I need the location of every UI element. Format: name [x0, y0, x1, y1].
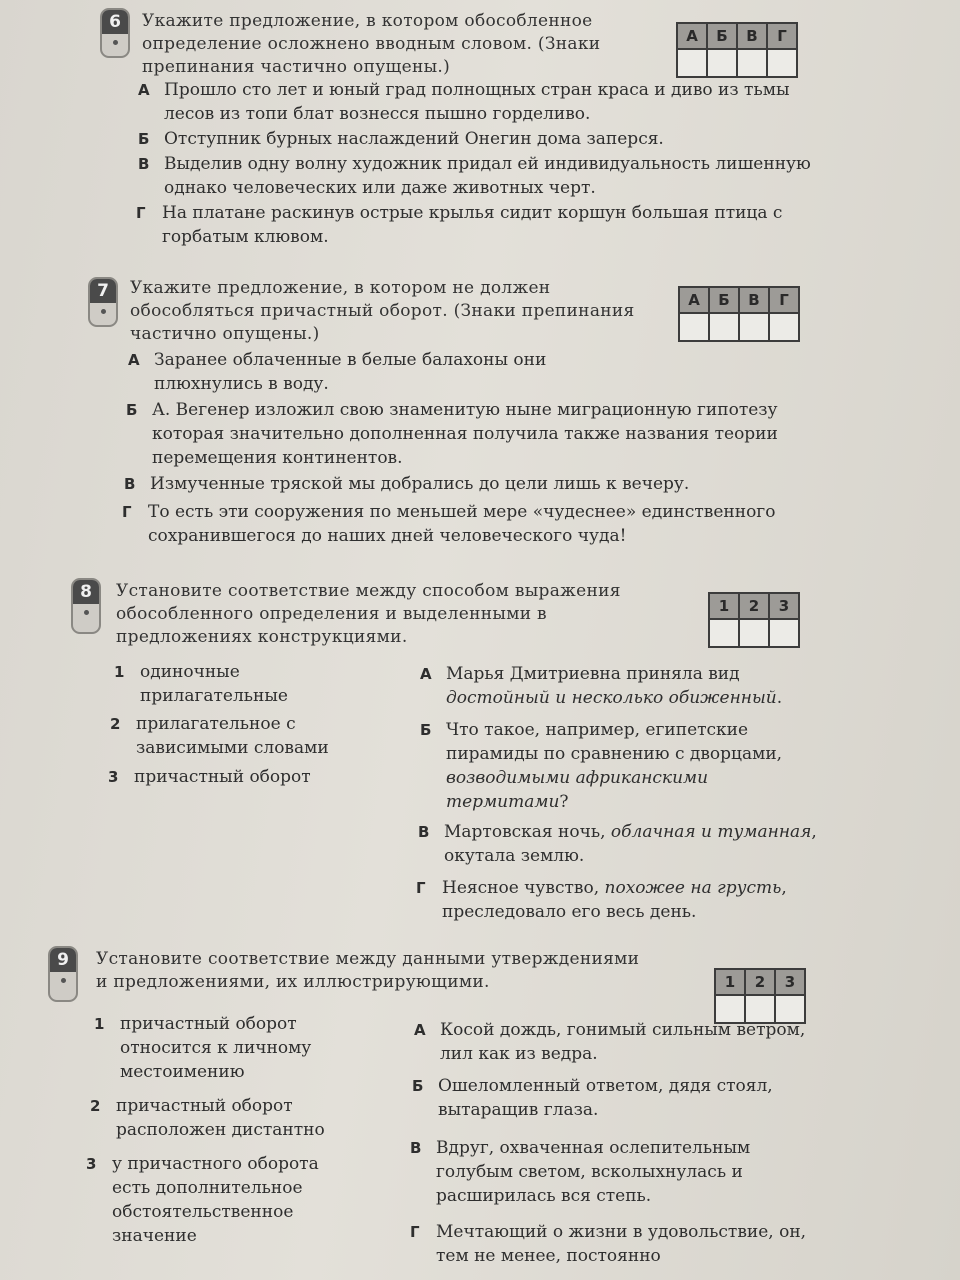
answer-header: Б: [707, 23, 737, 49]
option-d: [136, 201, 812, 249]
sentence-text: Вдруг, охваченная ослепительным голубым светом, всколыхнулась и расширилась вся степь.: [436, 1138, 751, 1206]
sentence-letter: Г: [410, 1223, 420, 1241]
answer-cell[interactable]: [769, 619, 799, 647]
answer-grid: [678, 286, 800, 342]
answer-header: Г: [769, 287, 799, 313]
option-letter: Г: [122, 503, 132, 521]
answer-cell[interactable]: [709, 619, 739, 647]
option-letter: В: [138, 155, 150, 173]
option-c: [138, 152, 814, 200]
answer-cell[interactable]: [709, 313, 739, 341]
statement-number: 3: [86, 1155, 97, 1173]
sentence-d: [410, 1220, 828, 1268]
task-number: 8: [73, 580, 99, 604]
sentence-b: [420, 718, 821, 814]
statement-2: [90, 1094, 366, 1142]
highlighted-construction: похожее на грусть: [604, 878, 782, 898]
task-number-badge: [88, 277, 118, 327]
option-text: А. Вегенер изложил свою знаменитую ныне миграционную гипотезу которая значительно дополненная получила также названия теории перемещения континентов.: [152, 400, 778, 468]
task-question: Укажите предложение, в котором не должен обособляться причастный оборот. (Знаки препинания частично опущены.): [130, 278, 635, 344]
task-question: Установите соответствие между способом выражения обособленного определения и выделенными в предложениях конструкциями.: [116, 581, 621, 647]
option-letter: Б: [138, 130, 150, 148]
task-number: 6: [102, 10, 128, 34]
statement-number: 2: [110, 715, 121, 733]
answer-header: 1: [715, 969, 745, 995]
highlighted-construction: достойный и несколько обиженный: [446, 688, 777, 708]
sentence-letter: Г: [416, 879, 426, 897]
highlighted-construction: облачная и туманная: [610, 822, 812, 842]
statement-text: прилагательное с зависимыми словами: [136, 714, 329, 758]
sentence-letter: А: [414, 1021, 426, 1039]
answer-header: Г: [767, 23, 797, 49]
answer-cell[interactable]: [707, 49, 737, 77]
sentence-text: Мартовская ночь,: [444, 822, 611, 842]
option-c: [124, 472, 815, 496]
sentence-text: Мечтающий о жизни в удовольствие, он, тем не менее, постоянно: [436, 1222, 807, 1266]
option-letter: А: [128, 351, 140, 369]
option-a: [128, 348, 654, 396]
sentence-text: Ошеломленный ответом, дядя стоял, вытаращив глаза.: [438, 1076, 773, 1120]
task-number: 7: [90, 279, 116, 303]
option-letter: В: [124, 475, 136, 493]
statement-3: [86, 1152, 362, 1248]
badge-dot-icon: [113, 40, 118, 45]
sentence-letter: Б: [412, 1077, 424, 1095]
answer-cell[interactable]: [739, 619, 769, 647]
answer-cell[interactable]: [679, 313, 709, 341]
option-letter: Б: [126, 401, 138, 419]
statement-1: [94, 1012, 370, 1084]
answer-cell[interactable]: [769, 313, 799, 341]
answer-grid: [708, 592, 800, 648]
answer-cell[interactable]: [739, 313, 769, 341]
sentence-text: Марья Дмитриевна приняла вид: [446, 664, 740, 684]
sentence-end: ?: [559, 792, 569, 812]
option-text: Отступник бурных наслаждений Онегин дома заперся.: [164, 129, 664, 149]
statement-number: 1: [114, 663, 125, 681]
sentence-a: [420, 662, 821, 710]
answer-cell[interactable]: [767, 49, 797, 77]
answer-header: 3: [775, 969, 805, 995]
task-number-badge: [71, 578, 101, 634]
sentence-end: , преследовало его весь день.: [442, 878, 787, 922]
sentence-a: [414, 1018, 825, 1066]
answer-header: 1: [709, 593, 739, 619]
answer-header: А: [677, 23, 707, 49]
statement-3: [108, 765, 374, 789]
sentence-letter: Б: [420, 721, 432, 739]
sentence-b: [412, 1074, 826, 1122]
option-letter: А: [138, 81, 150, 99]
task-question: Укажите предложение, в котором обособленное определение осложнено вводным словом. (Знаки препинания частично опущены.): [142, 11, 601, 77]
statement-text: причастный оборот: [134, 767, 311, 787]
answer-header: В: [739, 287, 769, 313]
statement-1: [114, 660, 360, 708]
answer-grid: [714, 968, 806, 1024]
option-text: Выделив одну волну художник придал ей индивидуальность лишенную однако человеческих или даже животных черт.: [164, 154, 811, 198]
badge-dot-icon: [61, 978, 66, 983]
option-b: [138, 127, 814, 151]
option-text: На платане раскинув острые крылья сидит коршун большая птица с горбатым клювом.: [162, 203, 783, 247]
answer-cell[interactable]: [737, 49, 767, 77]
task-number: 9: [50, 948, 76, 972]
sentence-letter: В: [418, 823, 430, 841]
sentence-letter: А: [420, 665, 432, 683]
task-question: Установите соответствие между данными утверждениями и предложениями, их иллюстрирующими.: [96, 949, 640, 992]
statement-text: у причастного оборота есть дополнительное обстоятельственное значение: [112, 1154, 319, 1246]
option-a: [138, 78, 814, 126]
option-text: Прошло сто лет и юный град полнощных стран краса и диво из тьмы лесов из топи блат вознесся пышно горделиво.: [164, 80, 790, 124]
sentence-text: Неясное чувство,: [442, 878, 605, 898]
answer-header: 2: [739, 593, 769, 619]
sentence-letter: В: [410, 1139, 422, 1157]
option-letter: Г: [136, 204, 146, 222]
sentence-c: [418, 820, 819, 868]
option-text: Измученные тряской мы добрались до цели лишь к вечеру.: [150, 474, 690, 494]
task-number-badge: [100, 8, 130, 58]
statement-number: 2: [90, 1097, 101, 1115]
statement-number: 1: [94, 1015, 105, 1033]
statement-text: причастный оборот относится к личному местоимению: [120, 1014, 312, 1082]
highlighted-construction: возводимыми африканскими термитами: [446, 768, 709, 812]
badge-dot-icon: [84, 610, 89, 615]
option-b: [126, 398, 817, 470]
option-text: Заранее облаченные в белые балахоны они плюхнулись в воду.: [154, 350, 547, 394]
answer-header: А: [679, 287, 709, 313]
statement-text: причастный оборот расположен дистантно: [116, 1096, 325, 1140]
statement-2: [110, 712, 376, 760]
badge-dot-icon: [101, 309, 106, 314]
sentence-end: , окутала землю.: [444, 822, 817, 866]
sentence-end: .: [776, 688, 783, 708]
statement-number: 3: [108, 768, 119, 786]
answer-grid: [676, 22, 798, 78]
answer-header: 3: [769, 593, 799, 619]
answer-header: В: [737, 23, 767, 49]
answer-cell[interactable]: [677, 49, 707, 77]
task-number-badge: [48, 946, 78, 1002]
option-d: [122, 500, 816, 548]
answer-header: Б: [709, 287, 739, 313]
sentence-text: Что такое, например, египетские пирамиды по сравнению с дворцами,: [446, 720, 783, 764]
option-text: То есть эти сооружения по меньшей мере «чудеснее» единственного сохранившегося до наших дней человеческого чуда!: [148, 502, 776, 546]
sentence-text: Косой дождь, гонимый сильным ветром, лил как из ведра.: [440, 1020, 806, 1064]
statement-text: одиночные прилагательные: [140, 662, 288, 706]
answer-header: 2: [745, 969, 775, 995]
sentence-c: [410, 1136, 826, 1208]
sentence-d: [416, 876, 820, 924]
